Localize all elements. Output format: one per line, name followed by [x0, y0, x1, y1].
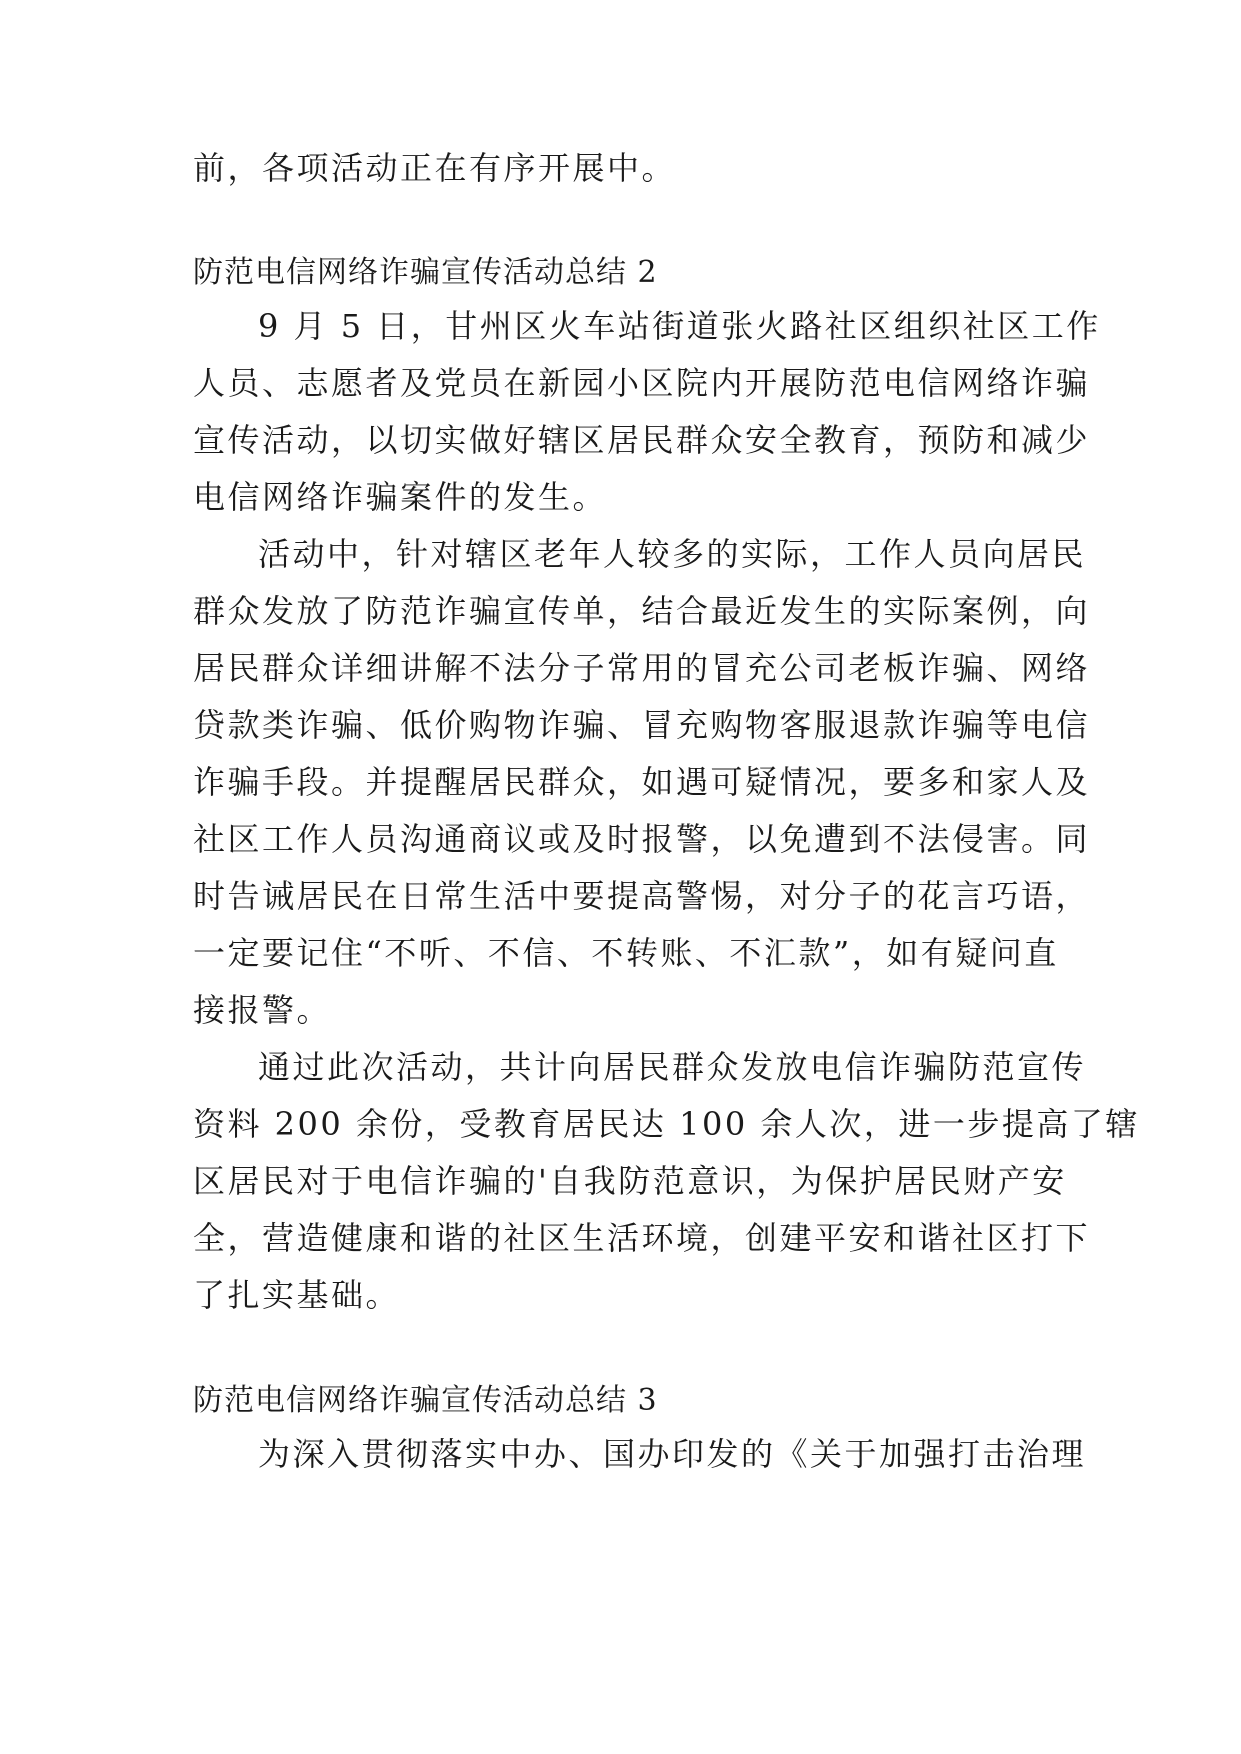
s2-p2-line9: 接报警。: [193, 991, 332, 1029]
s3-p1-line1: 为深入贯彻落实中办、国办印发的《关于加强打击治理: [258, 1435, 1087, 1473]
s2-p2-line3: 居民群众详细讲解不法分子常用的冒充公司老板诈骗、网络: [193, 649, 1091, 687]
s2-p2-line5: 诈骗手段。并提醒居民群众，如遇可疑情况，要多和家人及: [193, 763, 1091, 801]
s2-p1-line1: 9 月 5 日，甘州区火车站街道张火路社区组织社区工作: [258, 307, 1101, 345]
section2-title: 防范电信网络诈骗宣传活动总结 2: [193, 255, 658, 290]
intro-line: 前，各项活动正在有序开展中。: [193, 149, 677, 187]
s2-p3-line1: 通过此次活动，共计向居民群众发放电信诈骗防范宣传: [258, 1048, 1087, 1086]
s2-p2-line7: 时告诫居民在日常生活中要提高警惕，对分子的花言巧语，: [193, 877, 1091, 915]
s2-p1-line2: 人员、志愿者及党员在新园小区院内开展防范电信网络诈骗: [193, 364, 1091, 402]
s2-p1-line4: 电信网络诈骗案件的发生。: [193, 478, 608, 516]
s2-p1-line3: 宣传活动，以切实做好辖区居民群众安全教育，预防和减少: [193, 421, 1091, 459]
s2-p2-line8: 一定要记住“不听、不信、不转账、不汇款”，如有疑问直: [193, 934, 1059, 972]
s2-p2-line4: 贷款类诈骗、低价购物诈骗、冒充购物客服退款诈骗等电信: [193, 706, 1091, 744]
s2-p3-line4: 全，营造健康和谐的社区生活环境，创建平安和谐社区打下: [193, 1219, 1091, 1257]
s2-p2-line6: 社区工作人员沟通商议或及时报警，以免遭到不法侵害。同: [193, 820, 1091, 858]
s2-p3-line5: 了扎实基础。: [193, 1276, 401, 1314]
section3-title: 防范电信网络诈骗宣传活动总结 3: [193, 1383, 658, 1418]
s2-p3-line3: 区居民对于电信诈骗的'自我防范意识，为保护居民财产安: [193, 1162, 1067, 1200]
s2-p3-line2: 资料 200 余份，受教育居民达 100 余人次，进一步提高了辖: [193, 1105, 1140, 1143]
s2-p2-line2: 群众发放了防范诈骗宣传单，结合最近发生的实际案例，向: [193, 592, 1091, 630]
s2-p2-line1: 活动中，针对辖区老年人较多的实际，工作人员向居民: [258, 535, 1087, 573]
